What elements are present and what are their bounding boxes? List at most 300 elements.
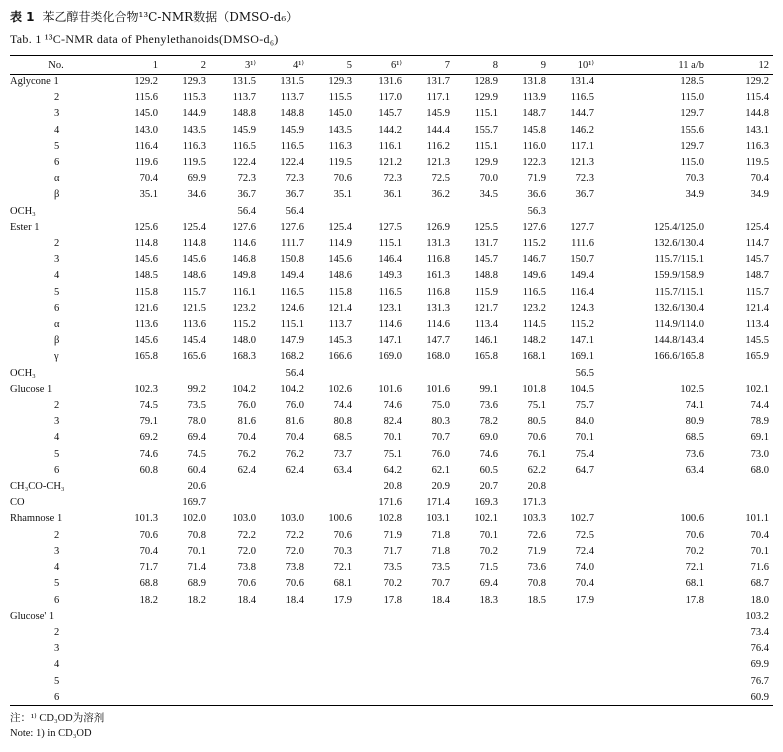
table-cell [598, 366, 708, 382]
table-cell: 122.3 [522, 157, 546, 169]
table-cell [406, 204, 454, 220]
column-header-12: 12 [758, 60, 769, 71]
table-cell: 70.4 [750, 529, 769, 541]
table-cell [406, 690, 454, 706]
table-cell: 116.0 [522, 140, 546, 152]
table-cell: 115.0 [680, 157, 704, 169]
table-cell: 100.6 [328, 513, 352, 525]
table-cell: 101.8 [522, 383, 546, 395]
table-cell: 131.6 [378, 76, 402, 87]
table-cell: 20.7 [479, 481, 498, 493]
table-cell: 115.7/115.1 [654, 254, 704, 266]
table-cell: 145.6 [134, 254, 158, 266]
table-cell: 73.8 [237, 562, 256, 574]
table-cell: 129.9 [474, 157, 498, 169]
table-cell: 60.8 [139, 464, 158, 476]
table-cell [210, 495, 260, 511]
table-cell: 63.4 [685, 464, 704, 476]
table-cell: 70.4 [237, 432, 256, 444]
table-cell: 115.5 [328, 92, 352, 104]
table-cell: 35.1 [139, 189, 158, 201]
row-label: 2 [54, 92, 60, 104]
table-cell: 76.0 [431, 448, 450, 460]
table-cell: 114.6 [378, 319, 402, 331]
table-cell: 18.2 [187, 594, 206, 606]
table-cell: 70.6 [685, 529, 704, 541]
table-cell [550, 625, 598, 641]
table-cell: 68.7 [750, 578, 769, 590]
table-cell: 168.2 [280, 351, 304, 363]
table-cell: 74.6 [479, 448, 498, 460]
table-cell: 60.5 [479, 464, 498, 476]
table-cell: 113.6 [134, 319, 158, 331]
table-cell: 169.0 [378, 351, 402, 363]
table-cell: 76.2 [285, 448, 304, 460]
table-cell: 144.8 [745, 108, 769, 120]
table-cell [708, 366, 773, 382]
table-cell [308, 204, 356, 220]
table-cell: 143.5 [182, 124, 206, 136]
table-cell: 103.0 [280, 513, 304, 525]
table-cell: 102.3 [134, 383, 158, 395]
table-cell: 72.1 [333, 562, 352, 574]
table-cell: 68.1 [685, 578, 704, 590]
table-title-en: Tab. 1 ¹³C-NMR data of Phenylethanoids(DMSO-d₆) [10, 32, 279, 46]
table-cell [308, 690, 356, 706]
table-cell [598, 204, 708, 220]
table-cell: 126.9 [426, 221, 450, 233]
table-cell: 69.0 [479, 432, 498, 444]
table-cell: 125.4 [328, 221, 352, 233]
table-cell: 70.6 [139, 529, 158, 541]
table-cell: 74.0 [575, 562, 594, 574]
table-cell [598, 657, 708, 673]
table-cell: 70.4 [139, 545, 158, 557]
table-cell: 159.9/158.9 [653, 270, 704, 282]
table-cell: 145.9 [426, 108, 450, 120]
table-cell: 146.1 [474, 335, 498, 347]
table-cell [502, 641, 550, 657]
table-cell: 123.2 [522, 302, 546, 314]
table-cell: 122.4 [232, 157, 256, 169]
table-cell: 116.5 [280, 140, 304, 152]
table-cell: 78.2 [479, 416, 498, 428]
table-cell [598, 495, 708, 511]
table-row [10, 674, 773, 690]
table-cell: 68.0 [750, 464, 769, 476]
table-cell: 115.7/115.1 [654, 286, 704, 298]
table-cell: 165.8 [474, 351, 498, 363]
table-cell: 121.2 [378, 157, 402, 169]
table-cell: 148.8 [280, 108, 304, 120]
table-row [10, 317, 773, 333]
table-row [10, 690, 773, 706]
table-cell: 129.3 [328, 76, 352, 87]
table-cell: 70.7 [431, 578, 450, 590]
table-cell: 145.6 [134, 335, 158, 347]
table-cell [162, 641, 210, 657]
row-label: 5 [54, 286, 60, 298]
table-cell: 70.3 [333, 545, 352, 557]
table-cell: 115.0 [680, 92, 704, 104]
table-cell: 103.1 [426, 513, 450, 525]
table-cell: 131.7 [474, 238, 498, 250]
table-cell [308, 625, 356, 641]
table-cell: 169.3 [474, 497, 498, 509]
table-cell: 115.7 [182, 286, 206, 298]
table-cell [502, 674, 550, 690]
table-cell: 145.6 [182, 254, 206, 266]
table-cell: 56.4 [237, 205, 256, 217]
table-cell [454, 674, 502, 690]
table-cell [260, 657, 308, 673]
table-cell [210, 479, 260, 495]
table-cell: 60.9 [750, 691, 769, 703]
row-label: 6 [54, 691, 60, 703]
table-cell: 145.9 [232, 124, 256, 136]
table-cell: 113.6 [182, 319, 206, 331]
table-cell: 78.9 [750, 416, 769, 428]
table-cell [162, 609, 210, 625]
table-cell: 64.2 [383, 464, 402, 476]
table-cell [454, 366, 502, 382]
table-cell: 150.8 [280, 254, 304, 266]
table-row [10, 139, 773, 155]
table-cell: 132.6/130.4 [653, 238, 704, 250]
table-cell: 72.0 [237, 545, 256, 557]
table-row [10, 560, 773, 576]
table-cell: 101.3 [134, 513, 158, 525]
table-cell: 76.1 [527, 448, 546, 460]
table-cell: 102.1 [745, 383, 769, 395]
table-cell [308, 479, 356, 495]
table-cell: 68.8 [139, 578, 158, 590]
table-cell: 70.1 [750, 545, 769, 557]
table-cell: 129.2 [745, 76, 769, 87]
table-cell: 76.7 [750, 675, 769, 687]
table-cell: 70.6 [237, 578, 256, 590]
table-cell: 71.7 [139, 562, 158, 574]
row-label: 6 [54, 157, 60, 169]
table-cell: 78.0 [187, 416, 206, 428]
table-cell: 72.1 [685, 562, 704, 574]
table-cell: 115.3 [182, 92, 206, 104]
table-cell [708, 204, 773, 220]
table-cell: 143.1 [745, 124, 769, 136]
table-cell: 80.8 [333, 416, 352, 428]
table-cell [406, 674, 454, 690]
table-row [10, 187, 773, 203]
table-cell: 75.7 [575, 400, 594, 412]
table-cell: 114.9/114.0 [654, 319, 704, 331]
table-row [10, 641, 773, 657]
row-label: Glucose' 1 [10, 610, 55, 622]
table-cell: 104.5 [570, 383, 594, 395]
table-cell: 101.6 [378, 383, 402, 395]
table-cell: 71.4 [187, 562, 206, 574]
table-cell: 70.4 [285, 432, 304, 444]
table-cell: 125.4 [182, 221, 206, 233]
table-cell: 80.9 [685, 416, 704, 428]
table-cell: 131.5 [232, 76, 256, 87]
column-header-6: 6¹⁾ [391, 60, 402, 71]
table-cell [598, 609, 708, 625]
table-cell: 116.4 [134, 140, 158, 152]
table-row [10, 479, 773, 495]
table-cell: 34.6 [187, 189, 206, 201]
table-cell: 119.5 [328, 157, 352, 169]
table-row [10, 285, 773, 301]
table-cell: 145.3 [328, 335, 352, 347]
table-cell: 102.8 [378, 513, 402, 525]
table-cell: 148.8 [474, 270, 498, 282]
table-cell: 70.4 [139, 173, 158, 185]
table-cell: 69.9 [750, 659, 769, 671]
table-cell: 62.1 [431, 464, 450, 476]
table-cell: 36.7 [575, 189, 594, 201]
table-cell: 131.7 [426, 76, 450, 87]
table-cell [406, 366, 454, 382]
table-cell: 56.3 [527, 205, 546, 217]
table-cell: 70.2 [685, 545, 704, 557]
table-cell: 71.6 [750, 562, 769, 574]
table-cell [550, 641, 598, 657]
table-cell: 56.4 [285, 367, 304, 379]
table-cell: 72.3 [237, 173, 256, 185]
table-cell: 17.9 [333, 594, 352, 606]
table-cell: 74.4 [750, 400, 769, 412]
title-cn-text: 苯乙醇苷类化合物¹³C-NMR数据（DMSO-d₆） [42, 10, 299, 24]
table-cell [260, 495, 308, 511]
row-label: OCH₃ [10, 205, 36, 217]
column-header-3: 3¹⁾ [245, 60, 256, 71]
table-cell: 62.4 [285, 464, 304, 476]
table-cell: 113.4 [745, 319, 769, 331]
table-cell: 34.5 [479, 189, 498, 201]
table-cell: 115.2 [570, 319, 594, 331]
row-label: 6 [54, 594, 60, 606]
table-cell: 70.1 [187, 545, 206, 557]
table-cell: 20.8 [527, 481, 546, 493]
table-cell: 100.6 [680, 513, 704, 525]
table-row [10, 155, 773, 171]
column-header-5: 5 [346, 60, 352, 71]
table-cell [162, 674, 210, 690]
table-cell: 165.6 [182, 351, 206, 363]
table-cell [308, 674, 356, 690]
table-cell: 70.6 [333, 173, 352, 185]
table-cell: 123.2 [232, 302, 256, 314]
table-cell [260, 479, 308, 495]
table-cell: 70.6 [285, 578, 304, 590]
table-row [10, 123, 773, 139]
table-cell: 146.2 [570, 124, 594, 136]
table-cell: 131.3 [426, 302, 450, 314]
table-cell: 84.0 [575, 416, 594, 428]
table-cell: 17.9 [575, 594, 594, 606]
table-cell: 70.8 [527, 578, 546, 590]
table-cell: 148.7 [522, 108, 546, 120]
table-row [10, 301, 773, 317]
table-row [10, 528, 773, 544]
table-cell: 102.7 [570, 513, 594, 525]
table-cell [162, 366, 210, 382]
table-cell: 116.5 [280, 286, 304, 298]
table-cell: 104.2 [280, 383, 304, 395]
table-cell [210, 674, 260, 690]
table-cell: 148.6 [182, 270, 206, 282]
table-cell: 73.7 [333, 448, 352, 460]
table-row [10, 447, 773, 463]
table-cell: 127.6 [280, 221, 304, 233]
table-cell: 36.7 [237, 189, 256, 201]
table-cell: 148.6 [328, 270, 352, 282]
table-cell: 171.6 [378, 497, 402, 509]
table-row [10, 625, 773, 641]
table-cell: 144.7 [570, 108, 594, 120]
table-cell [356, 625, 406, 641]
table-row [10, 414, 773, 430]
table-cell: 70.8 [187, 529, 206, 541]
table-cell: 36.1 [383, 189, 402, 201]
table-cell: 17.8 [685, 594, 704, 606]
table-cell: 71.8 [431, 529, 450, 541]
table-cell [550, 674, 598, 690]
table-cell: 116.8 [426, 286, 450, 298]
table-cell: 168.0 [426, 351, 450, 363]
table-cell: 104.2 [232, 383, 256, 395]
column-header-10: 10¹⁾ [577, 60, 594, 71]
row-label: 3 [54, 254, 60, 266]
table-cell [356, 366, 406, 382]
table-cell: 147.1 [378, 335, 402, 347]
table-row [10, 349, 773, 365]
table-cell: 125.4 [745, 221, 769, 233]
table-cell: 116.8 [426, 254, 450, 266]
table-cell: 75.1 [527, 400, 546, 412]
table-cell: 128.5 [680, 76, 704, 87]
table-cell: 166.6 [328, 351, 352, 363]
table-cell [102, 366, 162, 382]
table-cell [550, 479, 598, 495]
table-cell: 144.4 [426, 124, 450, 136]
row-label: 5 [54, 578, 60, 590]
table-cell: 147.1 [570, 335, 594, 347]
table-cell: 145.0 [134, 108, 158, 120]
table-row [10, 430, 773, 446]
table-cell [102, 495, 162, 511]
table-cell: 145.7 [745, 254, 769, 266]
table-cell: 131.3 [426, 238, 450, 250]
footnote-en: Note: 1) in CD₃OD [10, 728, 92, 739]
table-cell: 168.1 [522, 351, 546, 363]
table-cell: 144.9 [182, 108, 206, 120]
table-cell [308, 609, 356, 625]
table-cell: 116.3 [745, 140, 769, 152]
table-cell: 76.2 [237, 448, 256, 460]
table-cell: 171.3 [522, 497, 546, 509]
table-cell [502, 366, 550, 382]
table-cell: 114.9 [328, 238, 352, 250]
table-cell: 72.6 [527, 529, 546, 541]
table-cell: 146.8 [232, 254, 256, 266]
table-cell: 129.2 [134, 76, 158, 87]
table-cell: 131.8 [522, 76, 546, 87]
table-cell: 115.1 [474, 140, 498, 152]
row-label: 2 [54, 626, 60, 638]
table-cell [406, 625, 454, 641]
table-cell: 103.3 [522, 513, 546, 525]
table-cell: 165.8 [134, 351, 158, 363]
table-cell: 70.1 [479, 529, 498, 541]
table-cell: 71.5 [479, 562, 498, 574]
table-cell: 81.6 [285, 416, 304, 428]
table-cell: 18.4 [431, 594, 450, 606]
table-cell: 73.4 [750, 626, 769, 638]
table-cell [356, 690, 406, 706]
table-cell: 68.9 [187, 578, 206, 590]
table-cell: 116.2 [426, 140, 450, 152]
table-cell: 70.6 [333, 529, 352, 541]
row-label: 3 [54, 108, 60, 120]
table-cell: 18.4 [237, 594, 256, 606]
table-cell: 143.5 [328, 124, 352, 136]
table-cell [260, 609, 308, 625]
table-row [10, 657, 773, 673]
table-cell: 115.8 [134, 286, 158, 298]
table-cell: 72.0 [285, 545, 304, 557]
table-cell [260, 674, 308, 690]
column-header-9: 9 [540, 60, 546, 71]
table-cell: 99.1 [479, 383, 498, 395]
table-cell: 116.1 [378, 140, 402, 152]
table-cell: 72.3 [285, 173, 304, 185]
table-cell: 114.6 [426, 319, 450, 331]
table-cell: 116.3 [182, 140, 206, 152]
table-cell: 101.1 [745, 513, 769, 525]
table-cell: 72.5 [575, 529, 594, 541]
table-cell: 115.4 [745, 92, 769, 104]
table-cell: 115.6 [134, 92, 158, 104]
table-cell [308, 495, 356, 511]
table-cell: 74.6 [139, 448, 158, 460]
table-cell: 73.5 [431, 562, 450, 574]
table-cell: 121.7 [474, 302, 498, 314]
table-cell: 103.2 [745, 610, 769, 622]
table-cell: 70.1 [575, 432, 594, 444]
table-cell [598, 690, 708, 706]
table-cell: 103.0 [232, 513, 256, 525]
table-cell [210, 366, 260, 382]
table-cell [210, 609, 260, 625]
table-cell [502, 609, 550, 625]
table-cell: 111.7 [281, 238, 304, 250]
table-cell: 36.6 [527, 189, 546, 201]
table-cell: 119.6 [134, 157, 158, 169]
table-cell: 75.0 [431, 400, 450, 412]
table-cell: 70.3 [685, 173, 704, 185]
row-label: CO [10, 497, 25, 509]
table-cell [550, 690, 598, 706]
row-label: α [54, 173, 60, 185]
row-label: γ [54, 351, 59, 363]
table-header-row [10, 58, 773, 74]
table-cell [102, 674, 162, 690]
table-cell: 145.4 [182, 335, 206, 347]
table-row [10, 495, 773, 511]
table-title-cn [10, 8, 298, 25]
table-row [10, 593, 773, 609]
